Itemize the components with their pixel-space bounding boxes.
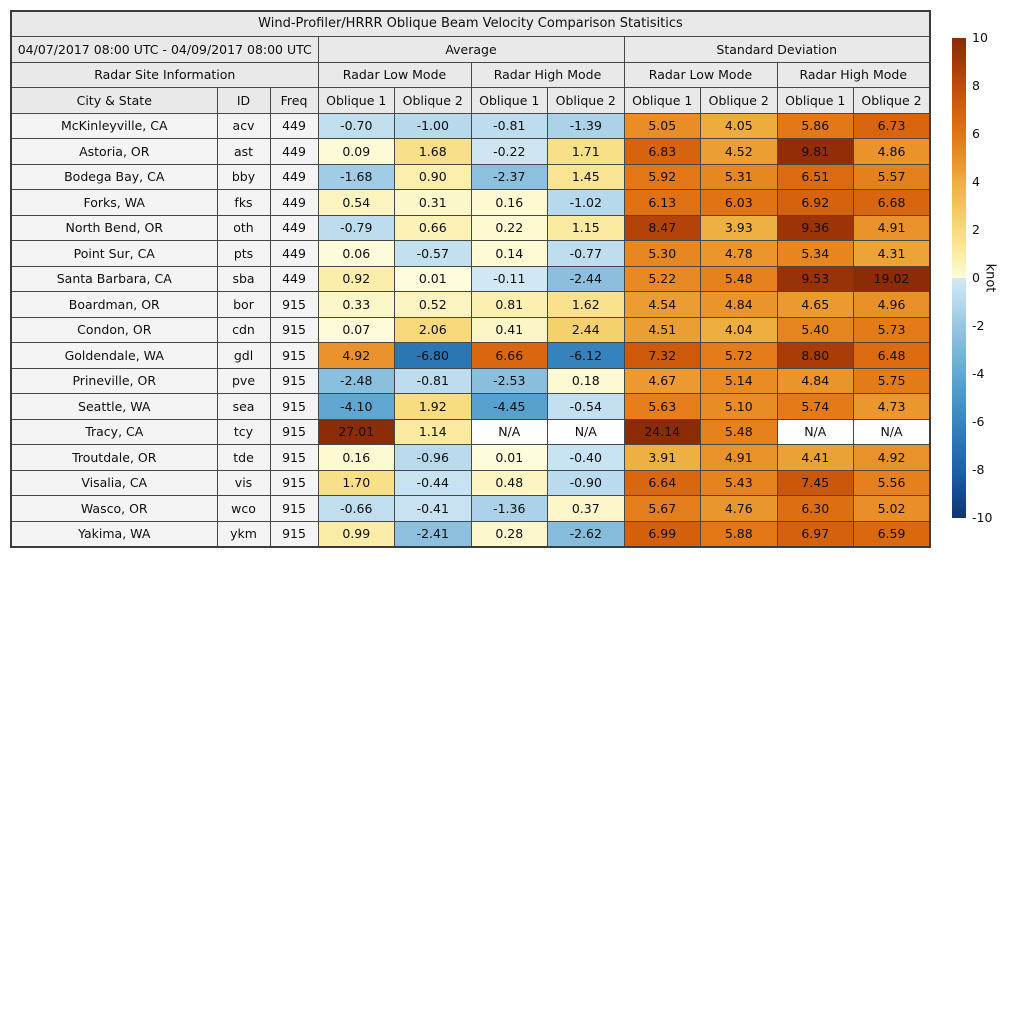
table-row — [11, 445, 930, 471]
value-cell: 0.16 — [318, 445, 395, 471]
value-cell: 4.54 — [624, 292, 701, 318]
value-cell: -1.02 — [548, 190, 625, 216]
table-row — [11, 470, 930, 496]
value-cell: 1.15 — [548, 215, 625, 241]
value-cell: 4.91 — [854, 215, 931, 241]
value-cell: -0.81 — [395, 368, 472, 394]
value-cell: 4.67 — [624, 368, 701, 394]
mode-header-row — [11, 62, 930, 87]
colorbar-tick-label: -6 — [972, 414, 985, 429]
average-group-header: Average — [318, 36, 624, 62]
value-cell: -0.70 — [318, 113, 395, 139]
value-cell: 5.30 — [624, 241, 701, 267]
value-cell: -0.57 — [395, 241, 472, 267]
value-cell: -2.41 — [395, 521, 472, 547]
value-cell: 0.92 — [318, 266, 395, 292]
table-row — [11, 521, 930, 547]
colorbar-tick-label: 2 — [972, 222, 980, 237]
mode-header-avg-low: Radar Low Mode — [318, 62, 471, 87]
col-header-oblique1: Oblique 1 — [318, 87, 395, 113]
value-cell: 4.65 — [777, 292, 854, 318]
site-id-cell: cdn — [217, 317, 270, 343]
city-cell: Visalia, CA — [11, 470, 217, 496]
city-cell: Boardman, OR — [11, 292, 217, 318]
value-cell: 4.86 — [854, 139, 931, 165]
site-id-cell: acv — [217, 113, 270, 139]
value-cell: 0.41 — [471, 317, 548, 343]
table-row — [11, 394, 930, 420]
value-cell: 5.43 — [701, 470, 778, 496]
value-cell: -2.48 — [318, 368, 395, 394]
city-cell: Wasco, OR — [11, 496, 217, 522]
col-header-oblique2: Oblique 2 — [854, 87, 931, 113]
freq-cell: 449 — [270, 266, 318, 292]
value-cell: 9.36 — [777, 215, 854, 241]
city-cell: McKinleyville, CA — [11, 113, 217, 139]
freq-cell: 449 — [270, 139, 318, 165]
value-cell: 5.88 — [701, 521, 778, 547]
site-id-cell: tcy — [217, 419, 270, 445]
value-cell: 27.01 — [318, 419, 395, 445]
value-cell: 0.48 — [471, 470, 548, 496]
date-range: 04/07/2017 08:00 UTC - 04/09/2017 08:00 UTC — [11, 36, 318, 62]
value-cell: N/A — [471, 419, 548, 445]
value-cell: -0.90 — [548, 470, 625, 496]
value-cell: 0.31 — [395, 190, 472, 216]
colorbar-tick-label: 6 — [972, 126, 980, 141]
site-id-cell: oth — [217, 215, 270, 241]
value-cell: 1.45 — [548, 164, 625, 190]
freq-cell: 915 — [270, 419, 318, 445]
value-cell: 0.90 — [395, 164, 472, 190]
table-row — [11, 139, 930, 165]
value-cell: 0.22 — [471, 215, 548, 241]
value-cell: 5.22 — [624, 266, 701, 292]
value-cell: 2.06 — [395, 317, 472, 343]
value-cell: 6.13 — [624, 190, 701, 216]
value-cell: 6.97 — [777, 521, 854, 547]
value-cell: 5.56 — [854, 470, 931, 496]
value-cell: N/A — [777, 419, 854, 445]
site-info-header: Radar Site Information — [11, 62, 318, 87]
value-cell: -2.37 — [471, 164, 548, 190]
value-cell: 4.92 — [854, 445, 931, 471]
value-cell: 0.54 — [318, 190, 395, 216]
value-cell: 6.73 — [854, 113, 931, 139]
site-id-cell: sba — [217, 266, 270, 292]
city-cell: Bodega Bay, CA — [11, 164, 217, 190]
value-cell: 6.66 — [471, 343, 548, 369]
colorbar — [952, 30, 998, 525]
value-cell: N/A — [854, 419, 931, 445]
value-cell: 0.09 — [318, 139, 395, 165]
value-cell: 6.59 — [854, 521, 931, 547]
table-row — [11, 266, 930, 292]
city-cell: Condon, OR — [11, 317, 217, 343]
site-id-cell: pts — [217, 241, 270, 267]
value-cell: 5.74 — [777, 394, 854, 420]
site-id-cell: sea — [217, 394, 270, 420]
site-id-cell: wco — [217, 496, 270, 522]
value-cell: 4.41 — [777, 445, 854, 471]
table-row — [11, 164, 930, 190]
value-cell: 5.92 — [624, 164, 701, 190]
table-body — [11, 113, 930, 547]
value-cell: 5.40 — [777, 317, 854, 343]
value-cell: 0.16 — [471, 190, 548, 216]
colorbar-gradient — [952, 38, 966, 518]
value-cell: 0.99 — [318, 521, 395, 547]
value-cell: 5.05 — [624, 113, 701, 139]
value-cell: -1.68 — [318, 164, 395, 190]
value-cell: 4.78 — [701, 241, 778, 267]
value-cell: -0.66 — [318, 496, 395, 522]
value-cell: 6.30 — [777, 496, 854, 522]
value-cell: 5.63 — [624, 394, 701, 420]
freq-cell: 915 — [270, 292, 318, 318]
stddev-group-header: Standard Deviation — [624, 36, 930, 62]
value-cell: 7.45 — [777, 470, 854, 496]
city-cell: Troutdale, OR — [11, 445, 217, 471]
value-cell: 5.02 — [854, 496, 931, 522]
value-cell: 5.34 — [777, 241, 854, 267]
value-cell: 5.86 — [777, 113, 854, 139]
value-cell: 9.81 — [777, 139, 854, 165]
value-cell: 4.91 — [701, 445, 778, 471]
table-row — [11, 317, 930, 343]
value-cell: N/A — [548, 419, 625, 445]
value-cell: 4.92 — [318, 343, 395, 369]
colorbar-tick-label: -10 — [972, 510, 993, 525]
stats-table — [10, 10, 931, 548]
colorbar-tick-label: 0 — [972, 270, 980, 285]
value-cell: 6.48 — [854, 343, 931, 369]
value-cell: 6.92 — [777, 190, 854, 216]
value-cell: 5.31 — [701, 164, 778, 190]
value-cell: -6.80 — [395, 343, 472, 369]
value-cell: 7.32 — [624, 343, 701, 369]
city-cell: Seattle, WA — [11, 394, 217, 420]
value-cell: 8.80 — [777, 343, 854, 369]
value-cell: 4.96 — [854, 292, 931, 318]
city-cell: Forks, WA — [11, 190, 217, 216]
value-cell: 5.57 — [854, 164, 931, 190]
freq-cell: 449 — [270, 113, 318, 139]
table-row — [11, 368, 930, 394]
group-header-row — [11, 36, 930, 62]
value-cell: 0.66 — [395, 215, 472, 241]
freq-cell: 449 — [270, 190, 318, 216]
colorbar-tick-label: 8 — [972, 78, 980, 93]
col-header-oblique2: Oblique 2 — [548, 87, 625, 113]
freq-cell: 449 — [270, 164, 318, 190]
site-id-cell: fks — [217, 190, 270, 216]
value-cell: -0.40 — [548, 445, 625, 471]
value-cell: 1.70 — [318, 470, 395, 496]
value-cell: -0.22 — [471, 139, 548, 165]
table-row — [11, 496, 930, 522]
site-id-cell: pve — [217, 368, 270, 394]
value-cell: 1.71 — [548, 139, 625, 165]
site-id-cell: tde — [217, 445, 270, 471]
value-cell: 1.92 — [395, 394, 472, 420]
table-row — [11, 241, 930, 267]
value-cell: 5.72 — [701, 343, 778, 369]
freq-cell: 449 — [270, 241, 318, 267]
value-cell: 4.84 — [701, 292, 778, 318]
table-row — [11, 190, 930, 216]
value-cell: 0.81 — [471, 292, 548, 318]
value-cell: 1.14 — [395, 419, 472, 445]
value-cell: 0.06 — [318, 241, 395, 267]
city-cell: Astoria, OR — [11, 139, 217, 165]
value-cell: -2.53 — [471, 368, 548, 394]
value-cell: 5.48 — [701, 419, 778, 445]
mode-header-std-low: Radar Low Mode — [624, 62, 777, 87]
colorbar-tick-label: -4 — [972, 366, 985, 381]
value-cell: 0.14 — [471, 241, 548, 267]
table-row — [11, 419, 930, 445]
value-cell: -2.62 — [548, 521, 625, 547]
value-cell: -0.44 — [395, 470, 472, 496]
value-cell: 5.48 — [701, 266, 778, 292]
site-id-cell: ast — [217, 139, 270, 165]
value-cell: 6.83 — [624, 139, 701, 165]
freq-cell: 915 — [270, 368, 318, 394]
value-cell: -0.54 — [548, 394, 625, 420]
value-cell: 4.04 — [701, 317, 778, 343]
value-cell: 8.47 — [624, 215, 701, 241]
value-cell: 0.18 — [548, 368, 625, 394]
col-header-city: City & State — [11, 87, 217, 113]
value-cell: 0.37 — [548, 496, 625, 522]
value-cell: 0.01 — [395, 266, 472, 292]
city-cell: Prineville, OR — [11, 368, 217, 394]
freq-cell: 915 — [270, 521, 318, 547]
value-cell: 6.64 — [624, 470, 701, 496]
value-cell: 9.53 — [777, 266, 854, 292]
value-cell: 4.76 — [701, 496, 778, 522]
freq-cell: 915 — [270, 445, 318, 471]
value-cell: 4.84 — [777, 368, 854, 394]
value-cell: 6.51 — [777, 164, 854, 190]
value-cell: 2.44 — [548, 317, 625, 343]
freq-cell: 915 — [270, 317, 318, 343]
value-cell: -0.77 — [548, 241, 625, 267]
value-cell: -1.00 — [395, 113, 472, 139]
value-cell: 0.07 — [318, 317, 395, 343]
value-cell: 0.28 — [471, 521, 548, 547]
value-cell: 1.62 — [548, 292, 625, 318]
city-cell: Yakima, WA — [11, 521, 217, 547]
value-cell: 6.03 — [701, 190, 778, 216]
table-row — [11, 113, 930, 139]
value-cell: 3.91 — [624, 445, 701, 471]
value-cell: -0.41 — [395, 496, 472, 522]
freq-cell: 915 — [270, 394, 318, 420]
site-id-cell: vis — [217, 470, 270, 496]
value-cell: -4.10 — [318, 394, 395, 420]
col-header-freq: Freq — [270, 87, 318, 113]
freq-cell: 449 — [270, 215, 318, 241]
value-cell: 24.14 — [624, 419, 701, 445]
value-cell: 0.52 — [395, 292, 472, 318]
column-header-row — [11, 87, 930, 113]
value-cell: 4.52 — [701, 139, 778, 165]
site-id-cell: ykm — [217, 521, 270, 547]
city-cell: Goldendale, WA — [11, 343, 217, 369]
city-cell: Point Sur, CA — [11, 241, 217, 267]
site-id-cell: gdl — [217, 343, 270, 369]
table-row — [11, 343, 930, 369]
value-cell: -4.45 — [471, 394, 548, 420]
mode-header-std-high: Radar High Mode — [777, 62, 930, 87]
value-cell: 6.68 — [854, 190, 931, 216]
value-cell: -0.81 — [471, 113, 548, 139]
table-title: Wind-Profiler/HRRR Oblique Beam Velocity Comparison Statisitics — [11, 11, 930, 36]
value-cell: 5.67 — [624, 496, 701, 522]
col-header-oblique1: Oblique 1 — [624, 87, 701, 113]
colorbar-tick-label: 4 — [972, 174, 980, 189]
col-header-oblique2: Oblique 2 — [701, 87, 778, 113]
colorbar-tick-label: -8 — [972, 462, 985, 477]
colorbar-tick-label: 10 — [972, 30, 988, 45]
value-cell: 5.75 — [854, 368, 931, 394]
value-cell: 5.10 — [701, 394, 778, 420]
value-cell: -6.12 — [548, 343, 625, 369]
col-header-oblique1: Oblique 1 — [777, 87, 854, 113]
value-cell: -1.36 — [471, 496, 548, 522]
value-cell: -0.11 — [471, 266, 548, 292]
value-cell: -0.96 — [395, 445, 472, 471]
value-cell: 4.51 — [624, 317, 701, 343]
value-cell: 4.73 — [854, 394, 931, 420]
site-id-cell: bor — [217, 292, 270, 318]
title-row — [11, 11, 930, 36]
col-header-id: ID — [217, 87, 270, 113]
value-cell: 19.02 — [854, 266, 931, 292]
value-cell: 5.73 — [854, 317, 931, 343]
value-cell: 4.05 — [701, 113, 778, 139]
freq-cell: 915 — [270, 470, 318, 496]
value-cell: 0.01 — [471, 445, 548, 471]
table-row — [11, 215, 930, 241]
value-cell: 3.93 — [701, 215, 778, 241]
freq-cell: 915 — [270, 496, 318, 522]
city-cell: Tracy, CA — [11, 419, 217, 445]
freq-cell: 915 — [270, 343, 318, 369]
city-cell: North Bend, OR — [11, 215, 217, 241]
value-cell: 5.14 — [701, 368, 778, 394]
colorbar-unit-label: knot — [982, 263, 998, 293]
mode-header-avg-high: Radar High Mode — [471, 62, 624, 87]
table-row — [11, 292, 930, 318]
value-cell: 6.99 — [624, 521, 701, 547]
site-id-cell: bby — [217, 164, 270, 190]
col-header-oblique1: Oblique 1 — [471, 87, 548, 113]
value-cell: 0.33 — [318, 292, 395, 318]
city-cell: Santa Barbara, CA — [11, 266, 217, 292]
value-cell: -2.44 — [548, 266, 625, 292]
col-header-oblique2: Oblique 2 — [395, 87, 472, 113]
value-cell: 4.31 — [854, 241, 931, 267]
colorbar-tick-label: -2 — [972, 318, 985, 333]
value-cell: -0.79 — [318, 215, 395, 241]
value-cell: 1.68 — [395, 139, 472, 165]
value-cell: -1.39 — [548, 113, 625, 139]
